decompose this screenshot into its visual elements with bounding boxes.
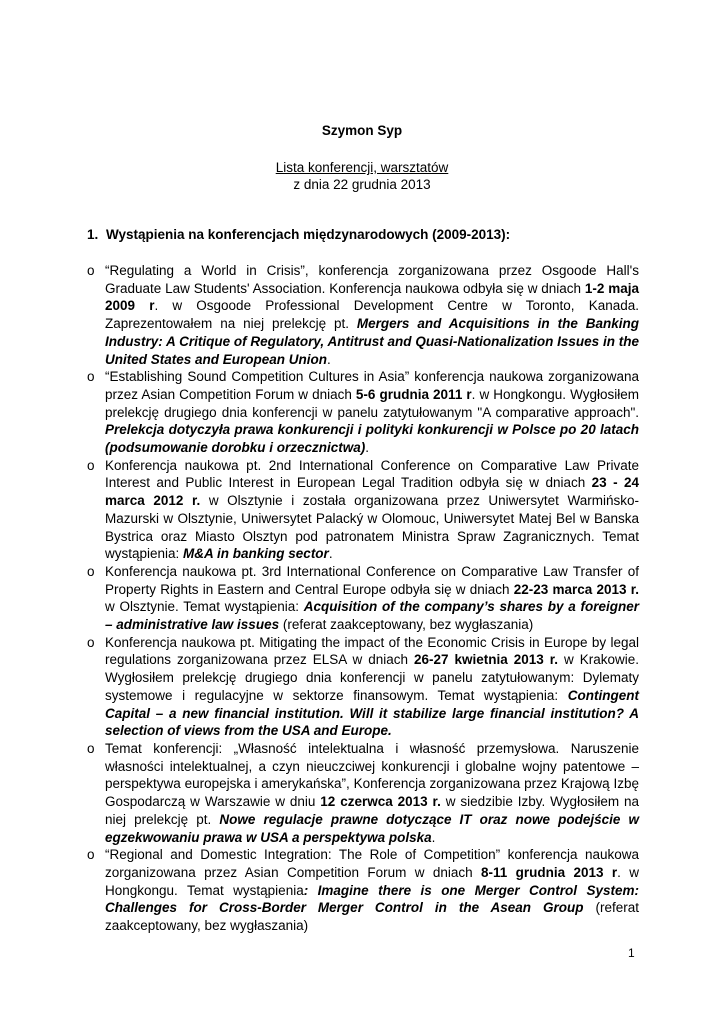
item-text: w Krakowie. Wygłosiłem prelekcję drugiego dnia konferencji w panelu zatytułowanym: Dylematy systemowe i regulacyjne w sektorze finansowym. Temat wystąpienia:	[105, 652, 639, 703]
page-number: 1	[628, 946, 635, 960]
item-topic: Acquisition of the company’s shares by a foreigner – administrative law issues	[105, 599, 639, 633]
item-topic: M&A in banking sector	[183, 546, 329, 562]
item-text: “Regulating a World in Crisis”, konferencja zorganizowana przez Osgoode Hall's Graduate Law Students' Association. Konferencja naukowa odbyła się w dniach	[105, 263, 639, 296]
item-text: w Olsztynie i została organizowana przez Uniwersytet Warmińsko-Mazurski w Olsztynie, Uniwersytet Palacký w Olomouc, Uniwersytet Matej Bel w Banska Bystrica oraz Miasto Olsztyn pod patronatem Ministra Spraw Zagranicznych. Temat wystąpienia:	[105, 493, 639, 562]
item-text: “Establishing Sound Competition Cultures in Asia” konferencja naukowa zorganizowana przez Asian Competition Forum w dniach	[105, 369, 639, 402]
item-text: w siedzibie Izby. Wygłosiłem na niej prelekcję pt.	[105, 794, 639, 827]
bullet-icon: o	[87, 263, 95, 278]
bullet-icon: o	[87, 847, 95, 863]
item-date: 23 - 24 marca 2012 r.	[105, 475, 639, 509]
list-item	[87, 846, 639, 935]
item-text: . w Hongkongu. Temat wystąpienia	[105, 864, 639, 898]
item-date: 12 czerwca 2013 r.	[320, 794, 441, 810]
item-topic: Prelekcja dotyczyła prawa konkurencji i polityki konkurencji w Polsce po 20 latach (podsumowanie dorobku i orzecznictwa)	[105, 422, 639, 456]
item-text: . w Osgoode Professional Development Centre w Toronto, Kanada. Zaprezentowałem na niej prelekcję pt.	[105, 298, 639, 332]
list-title: Lista konferencji, warsztatów	[275, 160, 449, 175]
item-text: .	[431, 829, 436, 845]
section-heading	[87, 227, 510, 242]
item-date: 26-27 kwietnia 2013 r.	[414, 652, 559, 668]
bullet-icon: o	[87, 740, 95, 756]
item-text: . w Hongkongu. Wygłosiłem prelekcję drugiego dnia konferencji w panelu zatytułowanym "A comparative approach".	[105, 386, 639, 420]
list-item	[87, 634, 639, 740]
item-topic: Nowe regulacje prawne dotyczące IT oraz nowe podejście w egzekwowaniu prawa w USA a perspektywa polska	[105, 811, 639, 845]
item-date: 1-2 maja 2009 r	[105, 280, 639, 314]
item-text: Konferencja naukowa pt. 2nd International Conference on Comparative Law Private Interest and Public Interest in European Legal Tradition odbyła się w dniach	[105, 457, 639, 491]
list-date: z dnia 22 grudnia 2013	[293, 177, 431, 192]
item-date: 5-6 grudnia 2011 r	[355, 386, 472, 402]
item-text: “Regional and Domestic Integration: The Role of Competition” konferencja naukowa zorganizowana przez Asian Competition Forum w dniach	[105, 847, 639, 880]
item-text: w Olsztynie. Temat wystąpienia:	[105, 599, 304, 615]
item-topic: Mergers and Acquisitions in the Banking Industry: A Critique of Regulatory, Antitrust and Quasi-Nationalization Issues in the United States and European Union	[105, 316, 639, 367]
item-topic: : Imagine there is one Merger Control System: Challenges for Cross-Border Merger Control in the Asean Group	[105, 882, 639, 916]
item-text: .	[365, 440, 370, 456]
item-text: .	[328, 546, 333, 562]
section-title: Wystąpienia na konferencjach międzynarodowych (2009-2013):	[106, 227, 511, 242]
item-date: 22-23 marca 2013 r.	[513, 581, 639, 597]
bullet-icon: o	[87, 563, 95, 579]
item-text: .	[327, 351, 331, 367]
bullet-icon: o	[87, 634, 95, 650]
bullet-icon: o	[87, 369, 95, 385]
item-topic: Contingent Capital – a new financial institution. Will it stabilize large financial institution? A selection of views from the USA and Europe.	[105, 687, 639, 739]
list-item	[87, 740, 639, 846]
section-number: 1.	[87, 227, 99, 242]
item-date: 8-11 grudnia 2013 r	[480, 864, 618, 880]
bullet-icon: o	[87, 457, 95, 473]
item-text: (referat zaakceptowany, bez wygłaszania)	[105, 900, 639, 934]
item-text: Temat konferencji: „Własność intelektualna i własność przemysłowa. Naruszenie własności intelektualnej, a czyn nieuczciwej konkurencji i globalne wojny patentowe – perspektywa europejska i amerykańska”, Konferencja zorganizowana przez Krajową Izbę Gospodarczą w Warszawie w dniu	[105, 740, 639, 810]
author-name: Szymon Syp	[321, 123, 403, 138]
item-text: Konferencja naukowa pt. 3rd International Conference on Comparative Law Transfer of Property Rights in Eastern and Central Europe odbyła się w dniach	[105, 563, 639, 597]
conference-list	[87, 262, 639, 935]
list-item	[87, 457, 639, 563]
item-text: Konferencja naukowa pt. Mitigating the impact of the Economic Crisis in Europe by legal regulations zorganizowana przez ELSA w dniach	[105, 634, 639, 668]
list-item	[87, 262, 639, 368]
list-item	[87, 368, 639, 457]
item-text: (referat zaakceptowany, bez wygłaszania)	[279, 617, 534, 633]
list-item	[87, 563, 639, 634]
